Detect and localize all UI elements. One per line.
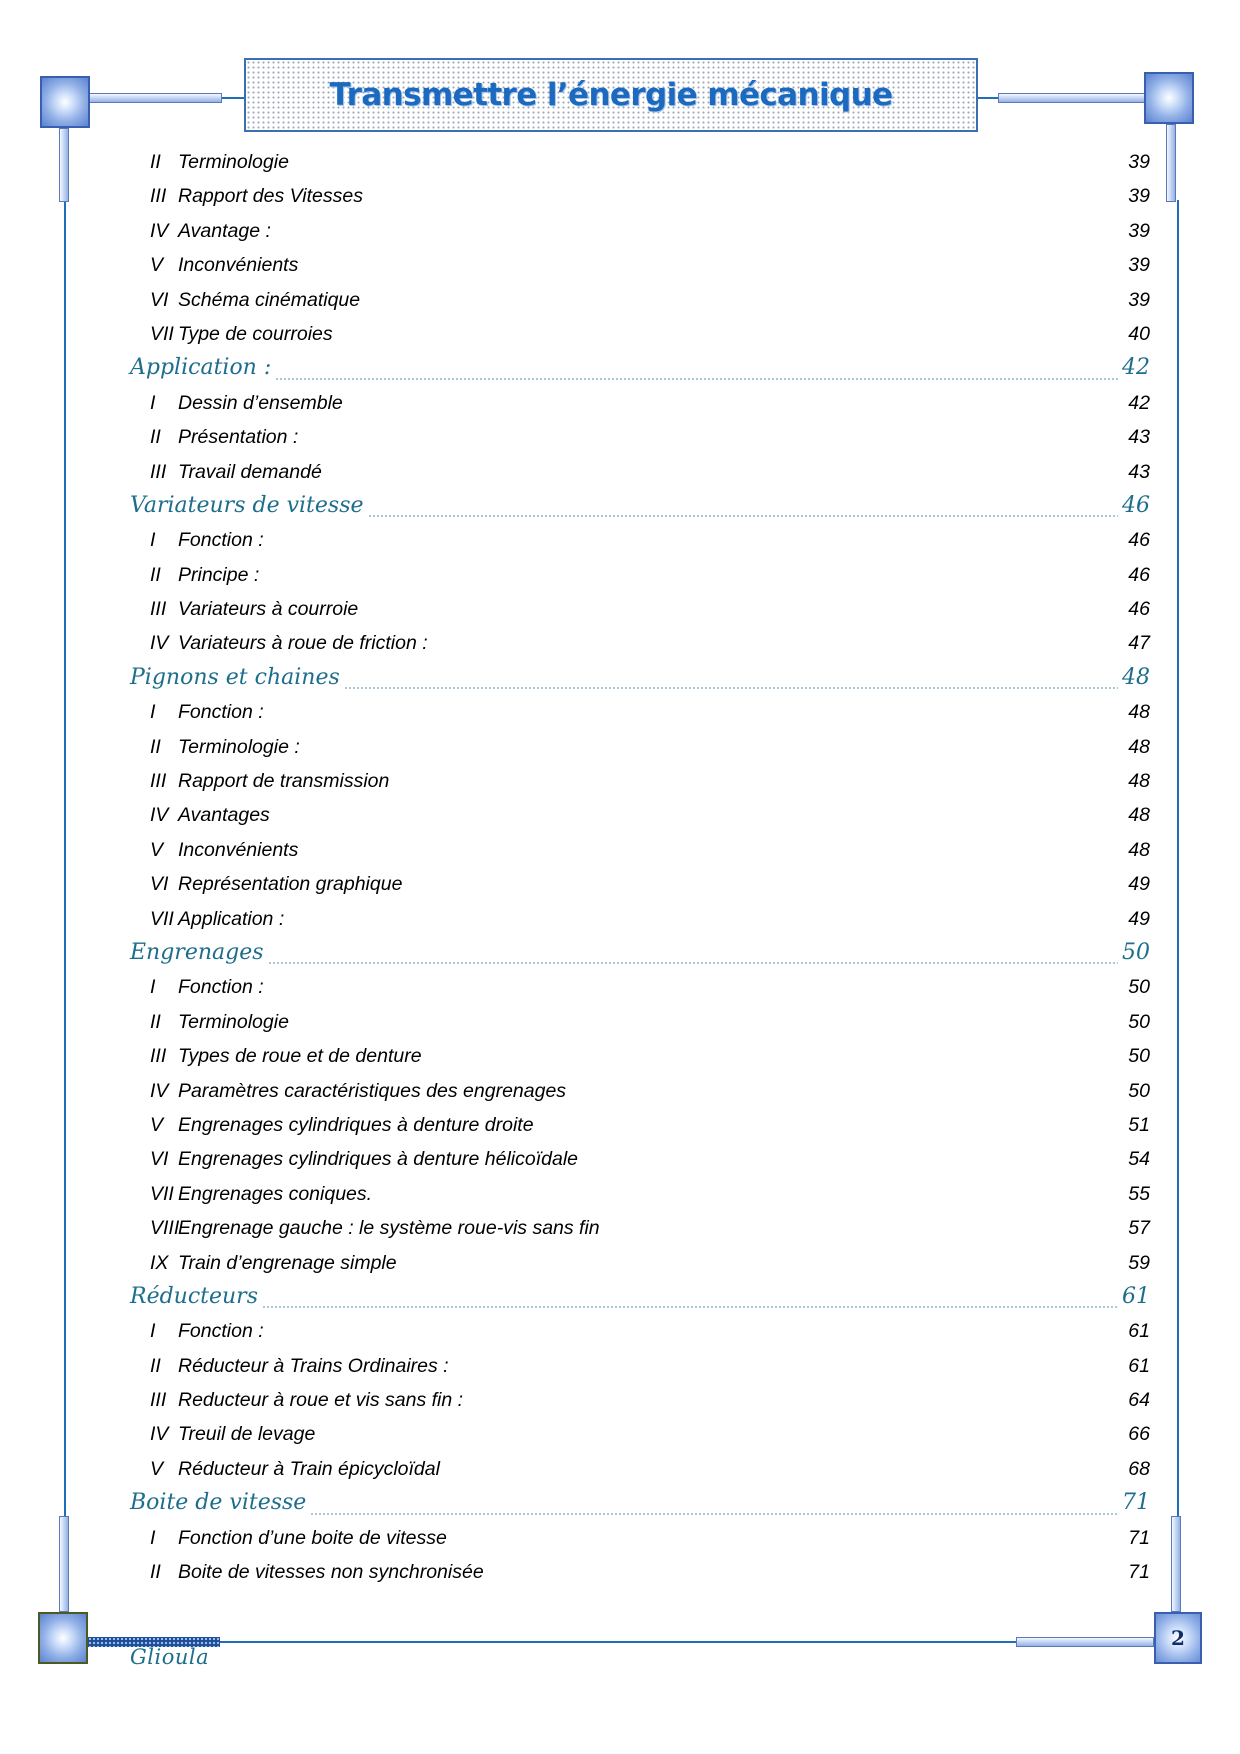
toc-entry-number: IV <box>150 632 169 655</box>
toc-section-title: Pignons et chaines <box>130 664 340 690</box>
toc-entry-number: VI <box>150 1148 169 1171</box>
frame-line-right <box>1177 200 1179 1530</box>
toc-entry-number: I <box>150 701 156 724</box>
toc-dot-leader <box>310 1513 1118 1515</box>
toc-section-heading[interactable] <box>130 352 1150 386</box>
toc-entry-label: Rapport des Vitesses <box>178 185 363 208</box>
frame-bar-right-top <box>1166 124 1176 202</box>
toc-section-title: Réducteurs <box>130 1283 258 1309</box>
toc-page-number: 46 <box>1128 598 1150 621</box>
toc-section-heading[interactable] <box>130 662 1150 696</box>
toc-entry-label: Type de courroies <box>178 322 333 345</box>
toc-page-number: 46 <box>1122 492 1150 518</box>
toc-page-number: 61 <box>1128 1354 1150 1377</box>
toc-entry-number: VII <box>150 907 174 930</box>
toc-page-number: 50 <box>1122 939 1150 965</box>
toc-entry[interactable] <box>130 1006 1150 1040</box>
toc-entry-number: II <box>150 151 161 173</box>
toc-entry-label: Terminologie <box>178 151 289 173</box>
toc-entry[interactable] <box>130 593 1150 627</box>
toc-page-number: 42 <box>1128 391 1150 414</box>
toc-entry-number: II <box>150 1561 161 1584</box>
toc-entry-label: Avantages <box>178 804 270 827</box>
toc-page-number: 64 <box>1128 1389 1150 1412</box>
toc-entry[interactable] <box>130 1040 1150 1074</box>
toc-section-heading[interactable] <box>130 1487 1150 1521</box>
toc-section-title: Variateurs de vitesse <box>130 492 364 518</box>
toc-page-number: 40 <box>1128 322 1150 345</box>
toc-page-number: 42 <box>1122 355 1150 381</box>
corner-ornament-bottom-left <box>38 1612 88 1664</box>
toc-entry-number: III <box>150 185 167 208</box>
toc-entry-label: Variateurs à roue de friction : <box>178 632 428 655</box>
toc-dot-leader <box>368 515 1118 517</box>
toc-page-number: 39 <box>1128 185 1150 208</box>
toc-entry-number: IV <box>150 1423 169 1446</box>
toc-section-heading[interactable] <box>130 1281 1150 1315</box>
toc-entry[interactable] <box>130 765 1150 799</box>
toc-entry-label: Schéma cinématique <box>178 288 361 311</box>
toc-entry-label: Inconvénients <box>178 838 299 861</box>
toc-entry-number: VI <box>150 873 169 896</box>
toc-entry[interactable] <box>130 524 1150 558</box>
toc-page-number: 43 <box>1128 460 1150 483</box>
toc-dot-leader <box>268 962 1118 964</box>
toc-entry-number: VI <box>150 288 169 311</box>
toc-entry[interactable] <box>130 868 1150 902</box>
toc-entry-label: Boite de vitesses non synchronisée <box>178 1561 484 1584</box>
toc-entry-number: VII <box>150 1182 174 1205</box>
corner-ornament-top-right <box>1144 72 1194 124</box>
frame-bar-right-bottom <box>1171 1516 1181 1612</box>
toc-entry-number: II <box>150 426 161 449</box>
toc-section-heading[interactable] <box>130 937 1150 971</box>
toc-entry[interactable] <box>130 387 1150 421</box>
toc-entry[interactable] <box>130 284 1150 318</box>
toc-entry-number: V <box>150 1113 164 1136</box>
toc-entry-label: Fonction : <box>178 976 264 999</box>
toc-entry-number: I <box>150 1320 156 1343</box>
toc-entry-label: Engrenages cylindriques à denture droite <box>178 1113 534 1136</box>
toc-entry[interactable] <box>130 627 1150 661</box>
toc-entry[interactable] <box>130 456 1150 490</box>
toc-page-number: 48 <box>1122 664 1150 690</box>
frame-bar-top-left <box>88 93 222 103</box>
toc-page-number: 48 <box>1128 804 1150 827</box>
toc-entry-number: III <box>150 1045 167 1068</box>
toc-entry-label: Engrenage gauche : le système roue-vis sans fin <box>178 1217 600 1240</box>
toc-page-number: 55 <box>1128 1182 1150 1205</box>
toc-page-number: 48 <box>1128 701 1150 724</box>
frame-line-left <box>64 200 66 1530</box>
toc-entry-number: V <box>150 1457 164 1480</box>
toc-entry-label: Fonction : <box>178 529 264 552</box>
frame-bar-left-top <box>59 128 69 202</box>
toc-entry-label: Fonction d’une boite de vitesse <box>178 1526 447 1549</box>
toc-entry[interactable] <box>130 799 1150 833</box>
table-of-contents <box>130 146 1150 1590</box>
toc-entry-number: II <box>150 563 161 586</box>
toc-page-number: 68 <box>1128 1457 1150 1480</box>
toc-entry-label: Reducteur à roue et vis sans fin : <box>178 1389 464 1412</box>
toc-entry-label: Dessin d’ensemble <box>178 391 343 414</box>
toc-entry-label: Paramètres caractéristiques des engrenages <box>178 1079 567 1102</box>
toc-page-number: 54 <box>1128 1148 1150 1171</box>
toc-page-number: 66 <box>1128 1423 1150 1446</box>
toc-entry-number: I <box>150 529 156 552</box>
toc-entry[interactable] <box>130 1178 1150 1212</box>
toc-page-number: 50 <box>1128 1010 1150 1033</box>
page-title: Transmettre l’énergie mécanique <box>329 77 893 113</box>
toc-entry-number: III <box>150 1389 167 1412</box>
toc-entry[interactable] <box>130 1315 1150 1349</box>
toc-dot-leader <box>344 687 1118 689</box>
toc-entry[interactable] <box>130 1556 1150 1590</box>
toc-page-number: 50 <box>1128 1045 1150 1068</box>
toc-entry[interactable] <box>130 249 1150 283</box>
toc-entry-label: Fonction : <box>178 1320 264 1343</box>
toc-entry-label: Treuil de levage <box>178 1423 316 1446</box>
toc-page-number: 43 <box>1128 426 1150 449</box>
toc-entry-label: Présentation : <box>178 426 299 449</box>
toc-page-number: 57 <box>1128 1217 1150 1240</box>
toc-entry-number: III <box>150 460 167 483</box>
toc-page-number: 49 <box>1128 907 1150 930</box>
toc-entry[interactable] <box>130 731 1150 765</box>
toc-page-number: 61 <box>1128 1320 1150 1343</box>
toc-entry-number: II <box>150 1354 161 1377</box>
toc-entry-number: VIII <box>150 1217 180 1240</box>
toc-entry-number: IV <box>150 219 169 242</box>
toc-page-number: 50 <box>1128 976 1150 999</box>
toc-entry[interactable] <box>130 215 1150 249</box>
toc-entry[interactable] <box>130 971 1150 1005</box>
toc-section-title: Boite de vitesse <box>130 1490 307 1516</box>
toc-entry-number: IV <box>150 804 169 827</box>
toc-entry-label: Avantage : <box>178 219 271 242</box>
frame-bar-top-right <box>998 93 1150 103</box>
toc-entry-number: III <box>150 770 167 793</box>
toc-entry[interactable] <box>130 1247 1150 1281</box>
toc-page-number: 48 <box>1128 838 1150 861</box>
toc-page-number: 50 <box>1128 1079 1150 1102</box>
toc-page-number: 39 <box>1128 288 1150 311</box>
toc-entry[interactable] <box>130 834 1150 868</box>
toc-entry-label: Principe : <box>178 563 260 586</box>
toc-entry[interactable] <box>130 146 1150 180</box>
toc-page-number: 39 <box>1128 151 1150 173</box>
toc-entry[interactable] <box>130 696 1150 730</box>
toc-entry-number: IX <box>150 1251 169 1274</box>
toc-entry-label: Représentation graphique <box>178 873 403 896</box>
toc-entry-label: Fonction : <box>178 701 264 724</box>
toc-entry-label: Train d’engrenage simple <box>178 1251 397 1274</box>
toc-dot-leader <box>275 378 1118 380</box>
toc-page-number: 39 <box>1128 254 1150 277</box>
toc-entry[interactable] <box>130 180 1150 214</box>
title-banner <box>244 58 978 132</box>
toc-page-number: 46 <box>1128 529 1150 552</box>
toc-entry-number: I <box>150 391 156 414</box>
toc-entry[interactable] <box>130 1522 1150 1556</box>
toc-entry-label: Rapport de transmission <box>178 770 390 793</box>
toc-entry-number: IV <box>150 1079 169 1102</box>
toc-page-number: 71 <box>1122 1490 1150 1516</box>
toc-entry-label: Types de roue et de denture <box>178 1045 422 1068</box>
toc-entry-number: I <box>150 1526 156 1549</box>
toc-entry[interactable] <box>130 1109 1150 1143</box>
toc-entry[interactable] <box>130 1212 1150 1246</box>
toc-entry-label: Engrenages coniques. <box>178 1182 373 1205</box>
toc-entry-number: II <box>150 1010 161 1033</box>
toc-entry-label: Inconvénients <box>178 254 299 277</box>
toc-entry[interactable] <box>130 1453 1150 1487</box>
toc-page-number: 59 <box>1128 1251 1150 1274</box>
toc-entry-number: III <box>150 598 167 621</box>
toc-entry-number: II <box>150 735 161 758</box>
toc-page-number: 71 <box>1128 1561 1150 1584</box>
toc-page-number: 46 <box>1128 563 1150 586</box>
page-number: 2 <box>1171 1626 1185 1650</box>
toc-page-number: 48 <box>1128 735 1150 758</box>
page-number-box <box>1154 1612 1202 1664</box>
toc-entry-number: V <box>150 254 164 277</box>
toc-entry[interactable] <box>130 1350 1150 1384</box>
toc-entry[interactable] <box>130 1143 1150 1177</box>
toc-entry-label: Réducteur à Train épicycloïdal <box>178 1457 440 1480</box>
toc-entry-label: Terminologie <box>178 1010 289 1033</box>
frame-bar-bottom-right <box>1016 1637 1154 1647</box>
toc-entry[interactable] <box>130 421 1150 455</box>
toc-entry[interactable] <box>130 318 1150 352</box>
toc-entry[interactable] <box>130 1384 1150 1418</box>
frame-bar-left-bottom <box>59 1516 69 1612</box>
toc-entry[interactable] <box>130 903 1150 937</box>
toc-page-number: 61 <box>1122 1283 1150 1309</box>
toc-entry[interactable] <box>130 559 1150 593</box>
toc-entry-number: V <box>150 838 164 861</box>
toc-entry[interactable] <box>130 1075 1150 1109</box>
corner-ornament-top-left <box>40 76 90 128</box>
toc-entry-label: Application : <box>178 907 285 930</box>
toc-entry-number: I <box>150 976 156 999</box>
toc-entry-label: Terminologie : <box>178 735 300 758</box>
toc-page-number: 48 <box>1128 770 1150 793</box>
toc-page-number: 51 <box>1128 1113 1150 1136</box>
toc-page-number: 71 <box>1128 1526 1150 1549</box>
toc-page-number: 47 <box>1128 632 1150 655</box>
toc-page-number: 39 <box>1128 219 1150 242</box>
author-signature: Glioula <box>130 1645 210 1669</box>
toc-dot-leader <box>262 1306 1118 1308</box>
frame-line-bottom <box>220 1641 1020 1643</box>
toc-section-heading[interactable] <box>130 490 1150 524</box>
toc-entry-label: Variateurs à courroie <box>178 598 359 621</box>
toc-entry-label: Travail demandé <box>178 460 322 483</box>
toc-entry-label: Engrenages cylindriques à denture hélicoïdale <box>178 1148 579 1171</box>
toc-page-number: 49 <box>1128 873 1150 896</box>
toc-entry[interactable] <box>130 1418 1150 1452</box>
toc-entry-number: VII <box>150 322 174 345</box>
toc-section-title: Engrenages <box>130 939 264 965</box>
toc-section-title: Application : <box>130 355 272 381</box>
toc-entry-label: Réducteur à Trains Ordinaires : <box>178 1354 449 1377</box>
